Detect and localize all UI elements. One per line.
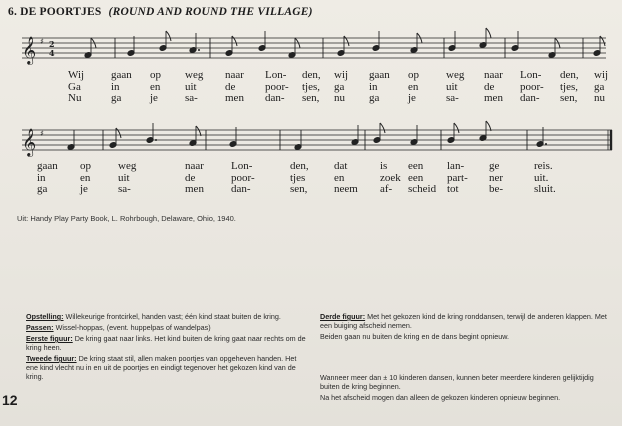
lyric-syllable: een	[408, 160, 424, 172]
note-flag	[454, 123, 459, 133]
lyric-syllable: sen,	[560, 92, 578, 104]
music-staff-1	[0, 24, 622, 74]
lyric-syllable: gaan	[369, 69, 390, 81]
lyric-syllable: sluit.	[534, 183, 556, 195]
note-flag	[344, 36, 349, 46]
lyric-syllable: sa-	[446, 92, 459, 104]
note-flag	[196, 126, 201, 136]
lyric-syllable: be-	[489, 183, 504, 195]
lyric-syllable: en	[80, 171, 91, 184]
song-subtitle: (ROUND AND ROUND THE VILLAGE)	[108, 6, 313, 18]
lyric-syllable: in	[111, 80, 120, 93]
lyric-syllable: scheid	[408, 183, 437, 195]
lyric-syllable: den,	[560, 69, 579, 81]
lyric-syllable: Lon-	[520, 69, 542, 81]
lyric-syllable: wij	[334, 69, 349, 81]
instruction-label: Eerste figuur:	[26, 334, 73, 343]
lyric-syllable: in	[37, 171, 46, 184]
lyric-syllable: poor-	[520, 80, 544, 93]
lyric-syllable: de	[185, 171, 196, 184]
note-dot	[545, 143, 547, 145]
lyric-syllable: reis.	[534, 160, 553, 172]
instruction-paragraph	[320, 373, 612, 391]
instruction-paragraph	[26, 354, 308, 381]
lyric-syllable: Ga	[68, 80, 81, 93]
lyric-syllable: lan-	[447, 160, 465, 172]
music-staff-2	[0, 116, 622, 166]
lyric-syllable: op	[150, 69, 161, 81]
svg-text:♯: ♯	[40, 37, 44, 46]
lyric-syllable: ga	[369, 92, 380, 104]
instruction-label: Derde figuur:	[320, 312, 366, 321]
lyric-syllable: weg	[118, 160, 137, 172]
lyric-syllable: tjes,	[302, 80, 321, 93]
note-flag	[232, 36, 237, 46]
lyric-syllable: dan-	[265, 92, 285, 104]
instruction-text: Wissel-hoppas, (event. huppelpas of wandelpas)	[55, 323, 211, 332]
instruction-paragraph	[320, 393, 612, 402]
lyric-syllable: tot	[447, 183, 459, 195]
instructions-right	[320, 312, 612, 404]
lyric-syllable: sen,	[302, 92, 320, 104]
lyric-syllable: en	[408, 80, 419, 93]
instruction-text: Met het gekozen kind de kring ronddansen, terwijl de anderen klappen. Met een buiging afscheid nemen.	[320, 312, 607, 330]
lyric-syllable: Nu	[68, 92, 82, 104]
instruction-label: Passen:	[26, 323, 54, 332]
lyric-syllable: is	[380, 160, 388, 172]
lyric-syllable: ga	[111, 92, 122, 104]
lyric-syllable: een	[408, 171, 424, 184]
lyric-syllable: weg	[446, 69, 465, 81]
lyric-syllable: nu	[334, 92, 345, 104]
lyric-syllable: men	[225, 92, 244, 104]
lyric-syllable: dan-	[520, 92, 540, 104]
instruction-text: Na het afscheid mogen dan alleen de gekozen kinderen opnieuw beginnen.	[320, 393, 561, 402]
lyric-syllable: sa-	[118, 183, 131, 195]
lyric-syllable: uit	[118, 171, 130, 184]
note-dot	[155, 139, 157, 141]
song-title	[8, 6, 313, 18]
lyric-syllable: af-	[380, 183, 393, 195]
note-flag	[380, 123, 385, 133]
lyric-syllable: en	[150, 80, 161, 93]
lyric-syllable: naar	[484, 69, 503, 81]
instruction-paragraph	[26, 312, 308, 321]
lyric-syllable: part-	[447, 171, 468, 184]
instruction-paragraph	[26, 334, 308, 352]
song-name: DE POORTJES	[20, 6, 102, 18]
lyric-syllable: nu	[594, 92, 605, 104]
lyric-syllable: naar	[185, 160, 204, 172]
lyric-syllable: gaan	[37, 160, 58, 172]
instructions-left	[26, 312, 308, 383]
lyric-syllable: ner	[489, 171, 504, 184]
lyric-syllable: den,	[302, 69, 321, 81]
note-flag	[166, 31, 171, 41]
lyric-syllable: poor-	[231, 171, 255, 184]
lyric-syllable: dan-	[231, 183, 251, 195]
lyric-syllable: naar	[225, 69, 244, 81]
note-flag	[116, 128, 121, 138]
lyric-syllable: op	[408, 69, 419, 81]
lyric-syllable: uit	[446, 80, 458, 93]
song-number: 6.	[8, 6, 18, 18]
lyric-syllable: wij	[594, 69, 609, 81]
lyric-syllable: Lon-	[231, 160, 253, 172]
treble-clef-icon: 𝄞	[22, 128, 37, 156]
note-flag	[600, 36, 605, 46]
instruction-text: De kring gaat naar links. Het kind buiten de kring gaat naar rechts om de kring heen.	[26, 334, 306, 352]
lyric-syllable: Lon-	[265, 69, 287, 81]
lyric-syllable: uit	[185, 80, 197, 93]
lyric-syllable: je	[408, 92, 416, 104]
lyric-syllable: sen,	[290, 183, 308, 195]
lyric-syllable: en	[334, 171, 345, 184]
instruction-label: Tweede figuur:	[26, 354, 77, 363]
lyric-syllable: Wij	[68, 69, 85, 81]
lyric-syllable: ga	[334, 80, 345, 93]
instruction-paragraph	[320, 312, 612, 330]
lyric-syllable: je	[80, 183, 88, 195]
lyric-syllable: in	[369, 80, 378, 93]
instruction-label: Opstelling:	[26, 312, 64, 321]
lyric-syllable: neem	[334, 183, 358, 195]
instruction-text: De kring staat stil, allen maken poortjes van opgeheven handen. Het ene kind vlecht nu in en uit de poortjes en eindigt tegenover het gekozen kind van de kring.	[26, 354, 297, 381]
lyric-syllable: ge	[489, 160, 500, 172]
lyric-syllable: tjes,	[560, 80, 579, 93]
svg-text:4: 4	[49, 48, 55, 58]
page-number: 12	[2, 392, 18, 408]
lyric-syllable: weg	[185, 69, 204, 81]
lyric-syllable: dat	[334, 160, 348, 172]
instruction-text: Wanneer meer dan ± 10 kinderen dansen, kunnen beter meerdere kinderen gelijktijdig buiten de kring beginnen.	[320, 373, 594, 391]
lyric-syllable: zoek	[380, 171, 401, 184]
lyric-syllable: uit.	[534, 171, 549, 184]
lyric-syllable: ga	[37, 183, 48, 195]
instruction-paragraph	[26, 323, 308, 332]
lyric-syllable: den,	[290, 160, 309, 172]
lyric-syllable: gaan	[111, 69, 132, 81]
lyric-syllable: de	[225, 80, 236, 93]
note-flag	[486, 121, 491, 131]
lyric-syllable: tjes	[290, 171, 306, 184]
svg-text:2: 2	[49, 39, 55, 49]
svg-text:♯: ♯	[40, 129, 44, 138]
lyric-syllable: ga	[594, 80, 605, 93]
instruction-text: Willekeurige frontcirkel, handen vast; één kind staat buiten de kring.	[65, 312, 281, 321]
lyric-syllable: poor-	[265, 80, 289, 93]
instruction-paragraph	[320, 332, 612, 341]
instruction-text: Beiden gaan nu buiten de kring en de dans begint opnieuw.	[320, 332, 510, 341]
lyric-syllable: je	[150, 92, 158, 104]
lyric-syllable: sa-	[185, 92, 198, 104]
lyric-syllable: men	[484, 92, 503, 104]
lyric-syllable: de	[484, 80, 495, 93]
note-flag	[486, 28, 491, 38]
note-dot	[198, 49, 200, 51]
source-credit: Uit: Handy Play Party Book, L. Rohrbough, Delaware, Ohio, 1940.	[17, 214, 236, 223]
lyric-syllable: op	[80, 160, 91, 172]
treble-clef-icon: 𝄞	[22, 36, 37, 64]
lyric-syllable: men	[185, 183, 204, 195]
